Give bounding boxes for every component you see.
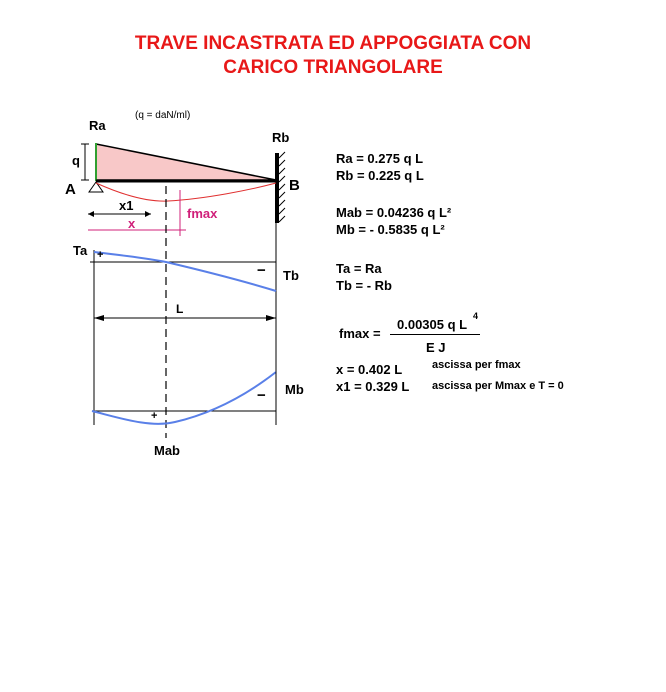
tb-label: Tb [283,268,299,283]
fmax-label: fmax [187,206,218,221]
x-label: x [128,216,136,231]
q-label: q [72,153,80,168]
fraction-bar [390,334,480,335]
x1-label: x1 [119,198,134,213]
fmax-denominator: E J [426,340,446,355]
shear-curve [94,252,276,291]
load-unit-label: (q = daN/ml) [135,110,191,121]
a-label: A [65,181,76,198]
rb-label: Rb [272,130,290,145]
formula-tb: Tb = - Rb [336,278,392,293]
ra-label: Ra [89,118,106,133]
moment-curve [92,372,276,424]
mab-label: Mab [154,443,180,458]
l-label: L [176,302,184,316]
fmax-exponent: 4 [473,311,479,321]
b-label: B [289,177,300,194]
x-value: x = 0.402 L [336,362,403,377]
x1-value: x1 = 0.329 L [336,379,410,394]
shear-plus-sign: + [97,249,104,261]
title-line-1: TRAVE INCASTRATA ED APPOGGIATA CON [134,33,532,54]
moment-plus-sign: + [151,410,158,422]
shear-minus-sign: − [257,262,266,279]
mb-label: Mb [285,382,304,397]
formula-mab: Mab = 0.04236 q L² [336,205,452,220]
x-note: ascissa per fmax [432,359,521,371]
formula-rb: Rb = 0.225 q L [336,168,424,183]
ta-label: Ta [73,243,88,258]
fmax-formula-label: fmax = [339,326,381,341]
formula-ta: Ta = Ra [336,261,382,276]
formula-mb: Mb = - 0.5835 q L² [336,222,445,237]
fixed-support-hatch [279,152,285,222]
triangular-load [96,144,276,180]
formula-ra: Ra = 0.275 q L [336,151,424,166]
title-line-2: CARICO TRIANGOLARE [223,57,443,78]
fmax-numerator: 0.00305 q L [397,317,468,332]
x1-note: ascissa per Mmax e T = 0 [432,380,564,392]
moment-minus-sign: − [257,387,266,404]
